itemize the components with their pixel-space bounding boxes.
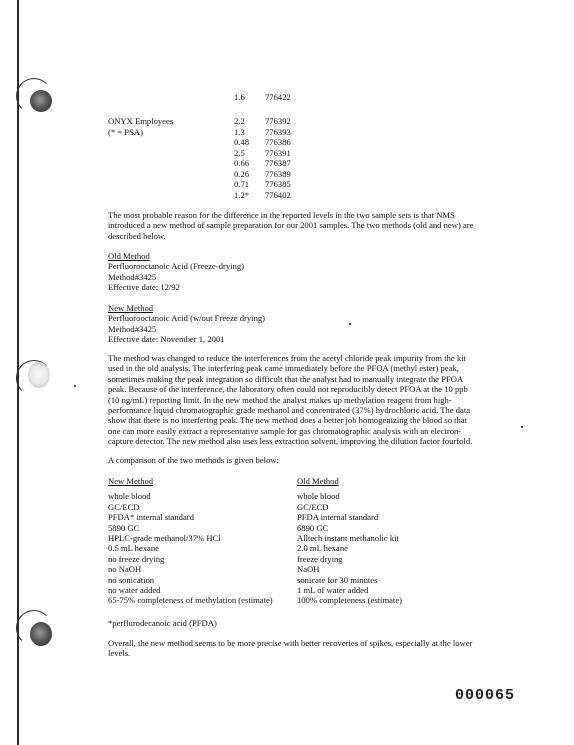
employees-label: ONYX Employees [108,116,174,126]
top-row [0,92,574,103]
list-item: PFDA* internal standard [108,512,194,523]
binder-hole-bottom [30,622,52,646]
list-item: 0.5 mL hexane [108,543,159,554]
employee-table [0,116,574,206]
change-paragraph [108,353,520,447]
row-value: 0.26 [234,168,250,179]
text-line: used in the old analysis. The interfering peak came immediately before the PFOA (methyl ester) peak, [108,363,459,374]
text-line: show that there is no interfering peak. The new method does a better job homogenizing the blood so that [108,415,468,426]
text-line: levels. [108,648,131,659]
row-value: 0.66 [234,158,250,168]
text-line: Effective date: 12/92 [108,282,180,293]
list-item: GC/ECD [108,501,140,512]
row-value: 0.71 [234,179,250,189]
list-item: no sonication [108,574,155,585]
list-item: NaOH [297,564,320,575]
list-item: no NaOH [108,564,142,575]
comparison-old-heading: Old Method [297,476,339,486]
page-number-stamp: 000065 [455,687,516,704]
text-line: Perfluorooctanoic Acid (Freeze-drying) [108,261,245,272]
list-item: Alltech instant methanolic kit [297,533,399,544]
text-line: (10 ng/mL) reporting limit. In the new method the analyst makes up methylation reagent from high- [108,394,452,405]
row-sample-id: 776391 [265,147,291,158]
top-row-sample-id: 776422 [265,92,291,102]
speck [521,426,523,428]
text-line: described below. [108,230,166,241]
row-value: 0.48 [234,137,250,147]
row-value: 2.2 [234,116,245,126]
text-line: Overall, the new method seems to be more precise with better recoveries of spikes, especially at the lower [108,638,473,648]
text-line: peak. Because of the interference, the laboratory often could not reproducibly detect PFOA at the 10 ppb [108,384,468,395]
comparison-new-heading: New Method [108,476,154,486]
row-value: 1.2* [234,189,250,200]
text-line: The most probable reason for the difference in the reported levels in the two sample sets is that NMS [108,210,455,220]
text-line: introduced a new method of sample preparation for our 2001 samples. The two methods (old and new) are [108,220,474,231]
list-item: whole blood [297,491,340,502]
list-item: 65-75% completeness of methylation (estimate) [108,595,273,606]
comparison-intro: A comparison of the two methods is given below: [108,455,279,465]
text-line: one can more easily extract a representative sample for gas chromatographic analysis with an electron- [108,425,462,436]
row-sample-id: 776386 [265,137,291,147]
list-item: 5890 GC [108,522,140,533]
text-line: Perfluorooctanoic Acid (w/out Freeze drying) [108,313,266,324]
row-sample-id: 776385 [265,179,291,189]
list-item: 1 mL of water added [297,585,369,596]
text-line: Method#3425 [108,271,157,282]
text-line: The method was changed to reduce the interferences from the acetyl chloride peak impurity from the kit [108,353,466,363]
text-line: performance liquid chromatographic grade methanol and concentrated (37%) hydrochloric acid. The data [108,405,471,416]
overall-paragraph [108,638,520,659]
new-method-heading: New Method [108,303,154,313]
list-item: 2.0 mL hexane [297,543,348,554]
row-sample-id: 776402 [265,189,291,200]
list-item: freeze drying [297,553,343,564]
comparison-old-column [297,476,402,606]
text-line: capture detector. The new method also uses less extraction solvent, improving the dilution factor fourfold. [108,436,473,447]
comparison-new-column [108,476,273,606]
top-row-value: 1.6 [234,92,245,102]
list-item: GC/ECD [297,501,329,512]
list-item: no water added [108,585,161,596]
list-item: 6890 GC [297,522,329,533]
row-sample-id: 776393 [265,126,291,137]
new-method-block [108,303,520,345]
old-method-block [108,251,520,293]
old-method-heading: Old Method [108,251,150,261]
row-value: 2.5 [234,147,245,158]
list-item: PFDA internal standard [297,512,379,523]
text-line: sometimes making the peak integration so difficult that the analyst had to manually integrate the PFOA [108,373,464,384]
list-item: no freeze drying [108,553,165,564]
list-item: whole blood [108,491,151,502]
row-sample-id: 776389 [265,168,291,179]
speck [74,385,76,387]
row-sample-id: 776387 [265,158,291,168]
binder-hole-middle [28,362,50,388]
list-item: 100% completeness (estimate) [297,595,403,606]
footnote: *perflurodecanoic acid (PFDA) [108,618,217,628]
list-item: HPLC-grade methanol/37% HCl [108,533,221,544]
row-sample-id: 776392 [265,116,291,126]
intro-paragraph [108,210,520,241]
list-item: sonicate for 30 minutes [297,574,378,585]
employees-note: (* = PSA) [108,127,143,137]
row-value: 1.3 [234,126,245,137]
text-line: Method#3425 [108,323,157,334]
text-line: Effective date: November 1, 2001 [108,334,225,345]
